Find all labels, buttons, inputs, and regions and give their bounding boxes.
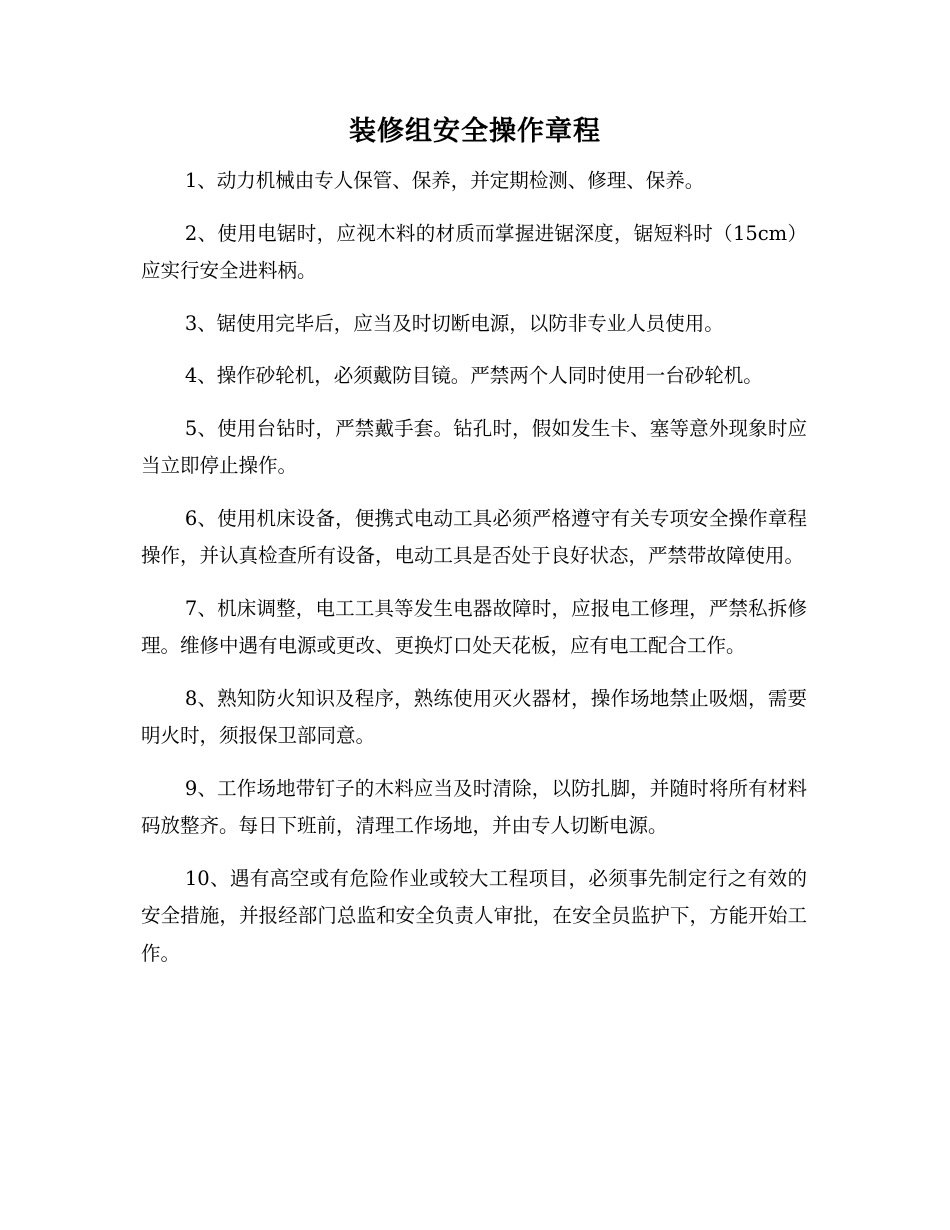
rule-paragraph-4: 4、操作砂轮机，必须戴防目镜。严禁两个人同时使用一台砂轮机。 bbox=[184, 364, 763, 387]
rule-paragraph-10: 10、遇有高空或有危险作业或较大工程项目，必须事先制定行之有效的安全措施，并报经部门总监和安全负责人审批，在安全员监护下，方能开始工作。 bbox=[141, 866, 807, 965]
rule-paragraph-1: 1、动力机械由专人保管、保养，并定期检测、修理、保养。 bbox=[184, 169, 705, 192]
rule-paragraph-5: 5、使用台钻时，严禁戴手套。钻孔时，假如发生卡、塞等意外现象时应当立即停止操作。 bbox=[141, 416, 807, 477]
rule-paragraph-2: 2、使用电锯时，应视木料的材质而掌握进锯深度，锯短料时（15cm）应实行安全进料柄。 bbox=[141, 221, 807, 282]
rule-paragraph-7: 7、机床调整，电工工具等发生电器故障时，应报电工修理，严禁私拆修理。维修中遇有电源或更改、更换灯口处天花板，应有电工配合工作。 bbox=[141, 596, 807, 657]
rule-paragraph-9: 9、工作场地带钉子的木料应当及时清除，以防扎脚，并随时将所有材料码放整齐。每日下班前，清理工作场地，并由专人切断电源。 bbox=[141, 776, 807, 837]
rule-paragraph-8: 8、熟知防火知识及程序，熟练使用灭火器材，操作场地禁止吸烟，需要明火时，须报保卫部同意。 bbox=[141, 686, 807, 747]
rule-paragraph-6: 6、使用机床设备，便携式电动工具必须严格遵守有关专项安全操作章程操作，并认真检查所有设备，电动工具是否处于良好状态，严禁带故障使用。 bbox=[141, 506, 807, 567]
document-body bbox=[141, 162, 807, 987]
rule-paragraph-3: 3、锯使用完毕后，应当及时切断电源，以防非专业人员使用。 bbox=[184, 311, 724, 335]
document-title: 装修组安全操作章程 bbox=[349, 116, 601, 147]
